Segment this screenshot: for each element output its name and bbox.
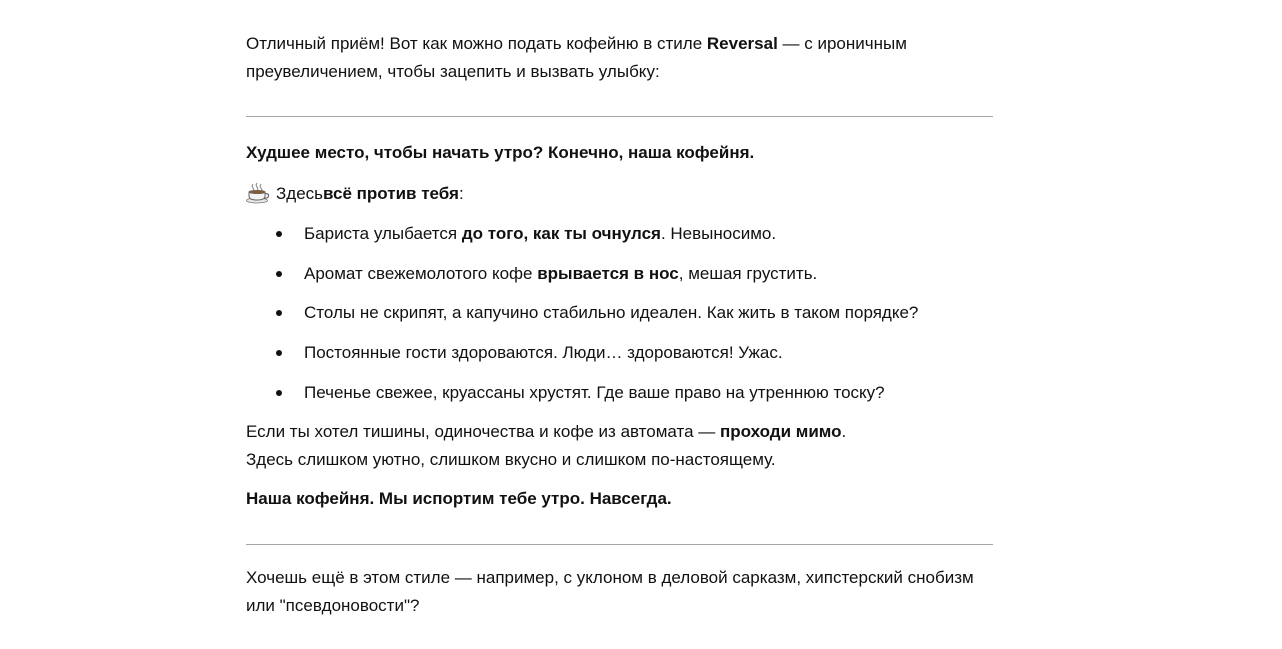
headline-text: Худшее место, чтобы начать утро? Конечно, наша кофейня.	[246, 143, 755, 162]
tail-line1-bold: проходи мимо	[720, 421, 842, 441]
closing-line	[246, 485, 993, 513]
intro-paragraph	[246, 30, 993, 86]
bullet-icon	[276, 390, 282, 396]
headline	[246, 139, 993, 167]
lead-bold: всё против тебя	[323, 184, 459, 203]
list-item-text-end: . Невыносимо.	[660, 224, 777, 243]
followup-question: Хочешь ещё в этом стиле — например, с уклоном в деловой сарказм, хипстерский снобизм или "псевдоновости"?	[246, 567, 974, 615]
bullet-icon	[276, 350, 282, 356]
list-item	[246, 299, 993, 327]
lead-text-start: Здесь	[276, 184, 323, 203]
list-item-text: Столы не скрипят, а капучино стабильно идеален. Как жить в таком порядке?	[304, 303, 919, 323]
divider-top	[246, 116, 993, 117]
divider-bottom	[246, 544, 993, 545]
message-body	[246, 30, 993, 620]
bullet-icon	[276, 310, 282, 316]
list-item	[246, 339, 993, 367]
list-item-text: Аромат свежемолотого кофе	[304, 263, 538, 283]
list-item-bold: до того, как ты очнулся	[461, 224, 661, 243]
lead-text-end: :	[458, 184, 464, 203]
lead-line	[246, 180, 993, 208]
intro-text-end: — с ироничным преувеличением, чтобы зацепить и вызвать улыбку:	[246, 34, 907, 81]
tail-paragraph	[246, 418, 993, 474]
list-item	[246, 379, 993, 407]
list-item	[246, 220, 993, 248]
bullet-icon	[276, 271, 282, 277]
closing-text: Наша кофейня. Мы испортим тебе утро. Навсегда.	[246, 488, 672, 508]
list-item-bold: врывается в нос	[537, 263, 679, 283]
intro-text-start: Отличный приём! Вот как можно подать кофейню в стиле	[246, 34, 707, 53]
list-item	[246, 260, 993, 288]
tail-line1-end: .	[841, 421, 847, 441]
tail-line2: Здесь слишком уютно, слишком вкусно и слишком по-настоящему.	[246, 449, 776, 469]
list-item-text: Бариста улыбается	[304, 224, 462, 243]
coffee-cup-icon	[246, 182, 270, 204]
list-item-text-end: , мешая грустить.	[678, 263, 818, 283]
list-item-text: Печенье свежее, круассаны хрустят. Где ваше право на утреннюю тоску?	[304, 382, 885, 402]
list-item-text: Постоянные гости здороваются. Люди… здороваются! Ужас.	[304, 343, 783, 363]
bullet-icon	[276, 231, 282, 237]
tail-line1-start: Если ты хотел тишины, одиночества и кофе из автомата —	[246, 421, 720, 441]
features-list	[246, 220, 993, 407]
intro-bold-term: Reversal	[706, 34, 778, 53]
